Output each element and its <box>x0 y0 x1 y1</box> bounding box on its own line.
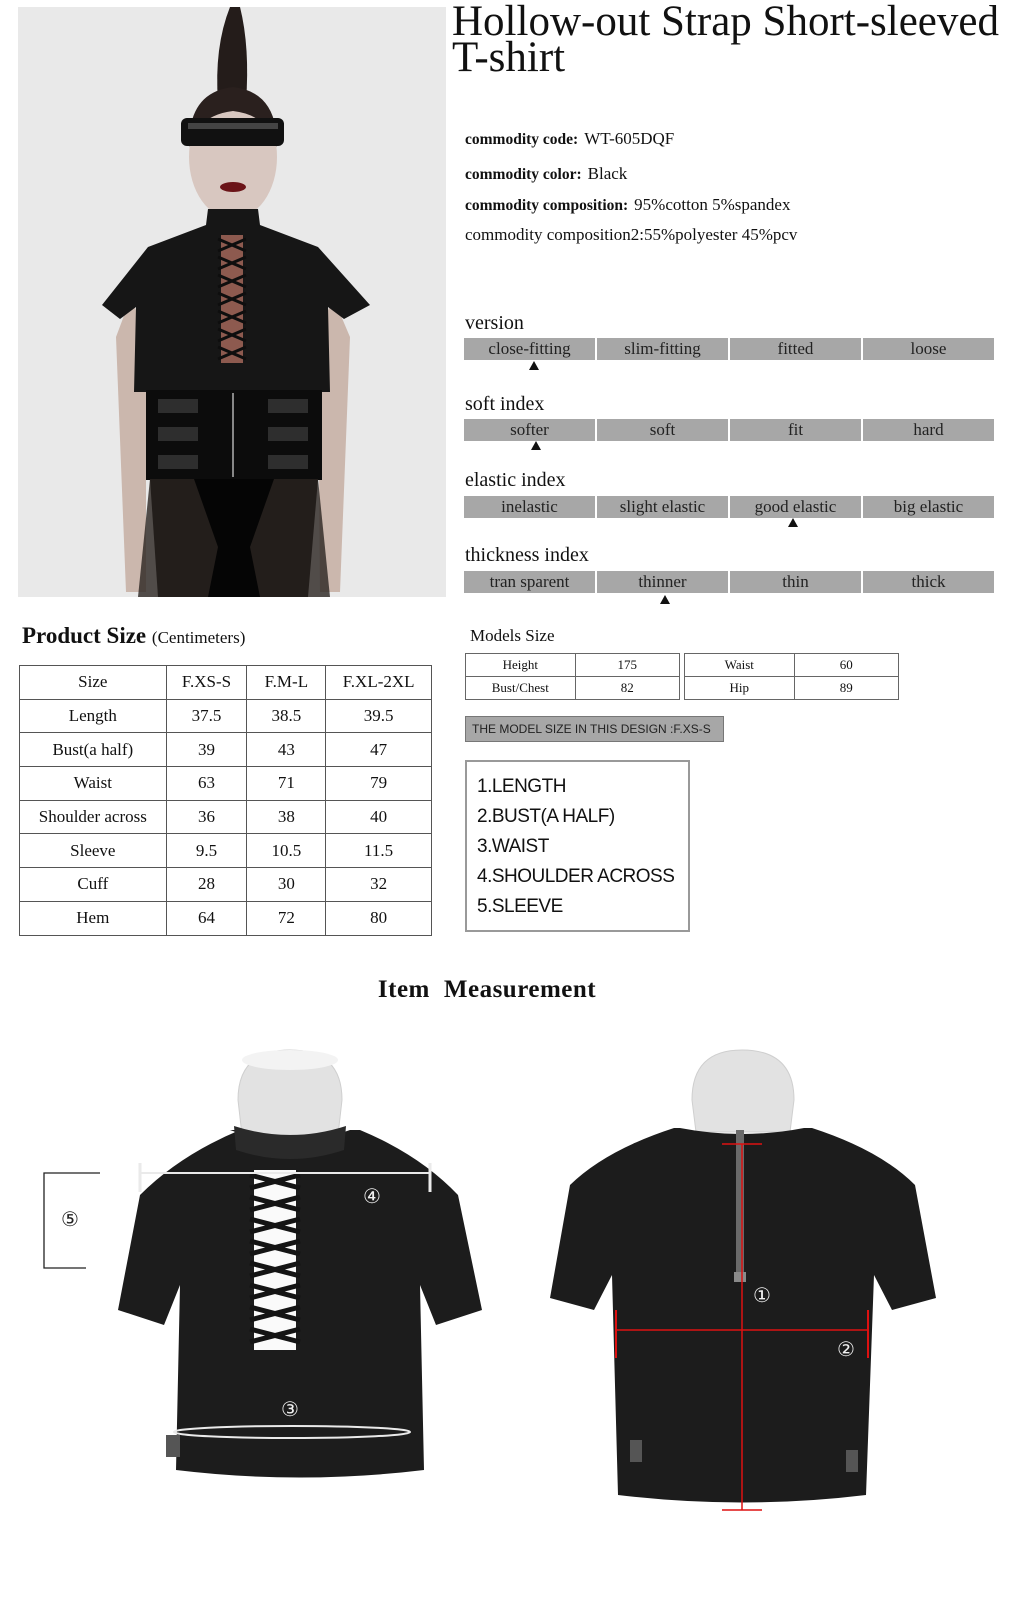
size-header-cell: F.M-L <box>247 666 326 700</box>
models-size-label: Height <box>466 654 576 677</box>
size-row-label: Shoulder across <box>20 800 167 834</box>
commodity-composition-value: 95%cotton 5%spandex <box>634 195 791 214</box>
thickness-index-label: thickness index <box>465 544 589 566</box>
marker-bust: ② <box>837 1337 855 1361</box>
size-cell: 38 <box>247 800 326 834</box>
size-header-cell: F.XL-2XL <box>326 666 432 700</box>
product-title: Hollow-out Strap Short-sleeved T-shirt <box>452 0 999 81</box>
commodity-color-value: Black <box>587 164 628 183</box>
commodity-code-label: commodity code: <box>465 131 579 148</box>
size-row-label: Sleeve <box>20 834 167 868</box>
soft-index-option: hard <box>863 419 994 441</box>
thickness-index-option: thick <box>863 571 994 593</box>
size-row-label: Waist <box>20 767 167 801</box>
item-measurement-title-word1: Item <box>377 976 430 1003</box>
commodity-code-value: WT-605DQF <box>584 129 675 148</box>
size-cell: 37.5 <box>166 699 247 733</box>
version-option: loose <box>863 338 994 360</box>
size-cell: 71 <box>247 767 326 801</box>
thickness-index-selected-marker <box>660 595 670 604</box>
table-row <box>466 654 680 677</box>
front-garment <box>118 1050 482 1478</box>
size-cell: 28 <box>166 868 247 902</box>
measurement-diagram <box>0 1040 1024 1560</box>
elastic-index-label: elastic index <box>465 469 566 491</box>
elastic-index-option: good elastic <box>730 496 861 518</box>
table-row <box>20 733 432 767</box>
commodity-color-label: commodity color: <box>465 166 582 183</box>
size-cell: 39 <box>166 733 247 767</box>
models-size-label: Waist <box>685 654 795 677</box>
size-cell: 43 <box>247 733 326 767</box>
marker-length: ① <box>753 1283 771 1307</box>
thickness-index-bar <box>464 571 994 593</box>
model-photo <box>18 7 446 597</box>
models-size-value: 60 <box>794 654 898 677</box>
commodity-code <box>465 129 674 149</box>
size-cell: 38.5 <box>247 699 326 733</box>
size-cell: 80 <box>326 901 432 935</box>
thickness-index-option: thin <box>730 571 861 593</box>
size-cell: 36 <box>166 800 247 834</box>
product-size-unit: (Centimeters) <box>151 628 246 647</box>
soft-index-option: soft <box>597 419 728 441</box>
size-header-cell: F.XS-S <box>166 666 247 700</box>
size-cell: 72 <box>247 901 326 935</box>
thickness-index-option: thinner <box>597 571 728 593</box>
marker-waist: ③ <box>281 1397 299 1421</box>
item-measurement-title-word2: Measurement <box>443 976 597 1003</box>
models-size-label: Bust/Chest <box>466 677 576 700</box>
legend-item: 1.LENGTH <box>477 776 566 797</box>
thickness-index-option: tran sparent <box>464 571 595 593</box>
size-cell: 30 <box>247 868 326 902</box>
soft-index-label: soft index <box>465 393 545 415</box>
size-cell: 10.5 <box>247 834 326 868</box>
legend-item: 5.SLEEVE <box>477 896 563 917</box>
legend-item: 2.BUST(A HALF) <box>477 806 615 827</box>
table-row <box>20 868 432 902</box>
commodity-composition2: commodity composition2:55%polyester 45%pcv <box>465 225 798 244</box>
elastic-index-selected-marker <box>788 518 798 527</box>
table-row <box>20 699 432 733</box>
size-cell: 9.5 <box>166 834 247 868</box>
product-size-heading: Product Size <box>22 623 147 648</box>
elastic-index-option: inelastic <box>464 496 595 518</box>
commodity-color <box>465 164 627 184</box>
item-measurement-title <box>0 976 1024 1004</box>
models-size-table-left <box>465 653 680 700</box>
elastic-index-bar <box>464 496 994 518</box>
version-option: fitted <box>730 338 861 360</box>
table-row <box>466 677 680 700</box>
table-row <box>20 834 432 868</box>
models-size-label: Hip <box>685 677 795 700</box>
size-cell: 32 <box>326 868 432 902</box>
size-row-label: Cuff <box>20 868 167 902</box>
size-cell: 63 <box>166 767 247 801</box>
size-table-header <box>20 666 432 700</box>
table-row <box>20 767 432 801</box>
size-cell: 47 <box>326 733 432 767</box>
commodity-composition-label: commodity composition: <box>465 197 629 214</box>
model-design-size-note: THE MODEL SIZE IN THIS DESIGN :F.XS-S <box>465 716 724 742</box>
version-option: slim-fitting <box>597 338 728 360</box>
size-cell: 79 <box>326 767 432 801</box>
elastic-index-option: big elastic <box>863 496 994 518</box>
size-cell: 64 <box>166 901 247 935</box>
marker-sleeve: ⑤ <box>61 1207 79 1231</box>
measurement-legend <box>465 760 690 932</box>
soft-index-bar <box>464 419 994 441</box>
models-size-value: 175 <box>575 654 679 677</box>
commodity-composition <box>465 195 790 215</box>
size-row-label: Length <box>20 699 167 733</box>
models-size-value: 82 <box>575 677 679 700</box>
version-option: close-fitting <box>464 338 595 360</box>
models-size-value: 89 <box>794 677 898 700</box>
soft-index-selected-marker <box>531 441 541 450</box>
marker-shoulder-across: ④ <box>363 1184 381 1208</box>
size-row-label: Bust(a half) <box>20 733 167 767</box>
models-size-table-right <box>684 653 899 700</box>
table-row <box>20 901 432 935</box>
version-label: version <box>465 312 524 334</box>
version-selected-marker <box>529 361 539 370</box>
product-size-table <box>19 665 432 936</box>
soft-index-option: fit <box>730 419 861 441</box>
elastic-index-option: slight elastic <box>597 496 728 518</box>
size-header-cell: Size <box>20 666 167 700</box>
table-row <box>685 677 899 700</box>
table-row <box>685 654 899 677</box>
size-cell: 11.5 <box>326 834 432 868</box>
back-garment <box>550 1050 936 1503</box>
version-bar <box>464 338 994 360</box>
soft-index-option: softer <box>464 419 595 441</box>
size-row-label: Hem <box>20 901 167 935</box>
size-cell: 39.5 <box>326 699 432 733</box>
legend-item: 4.SHOULDER ACROSS <box>477 866 675 887</box>
size-cell: 40 <box>326 800 432 834</box>
product-size-title <box>22 623 245 649</box>
legend-item: 3.WAIST <box>477 836 549 857</box>
models-size-title: Models Size <box>470 626 555 645</box>
table-row <box>20 800 432 834</box>
